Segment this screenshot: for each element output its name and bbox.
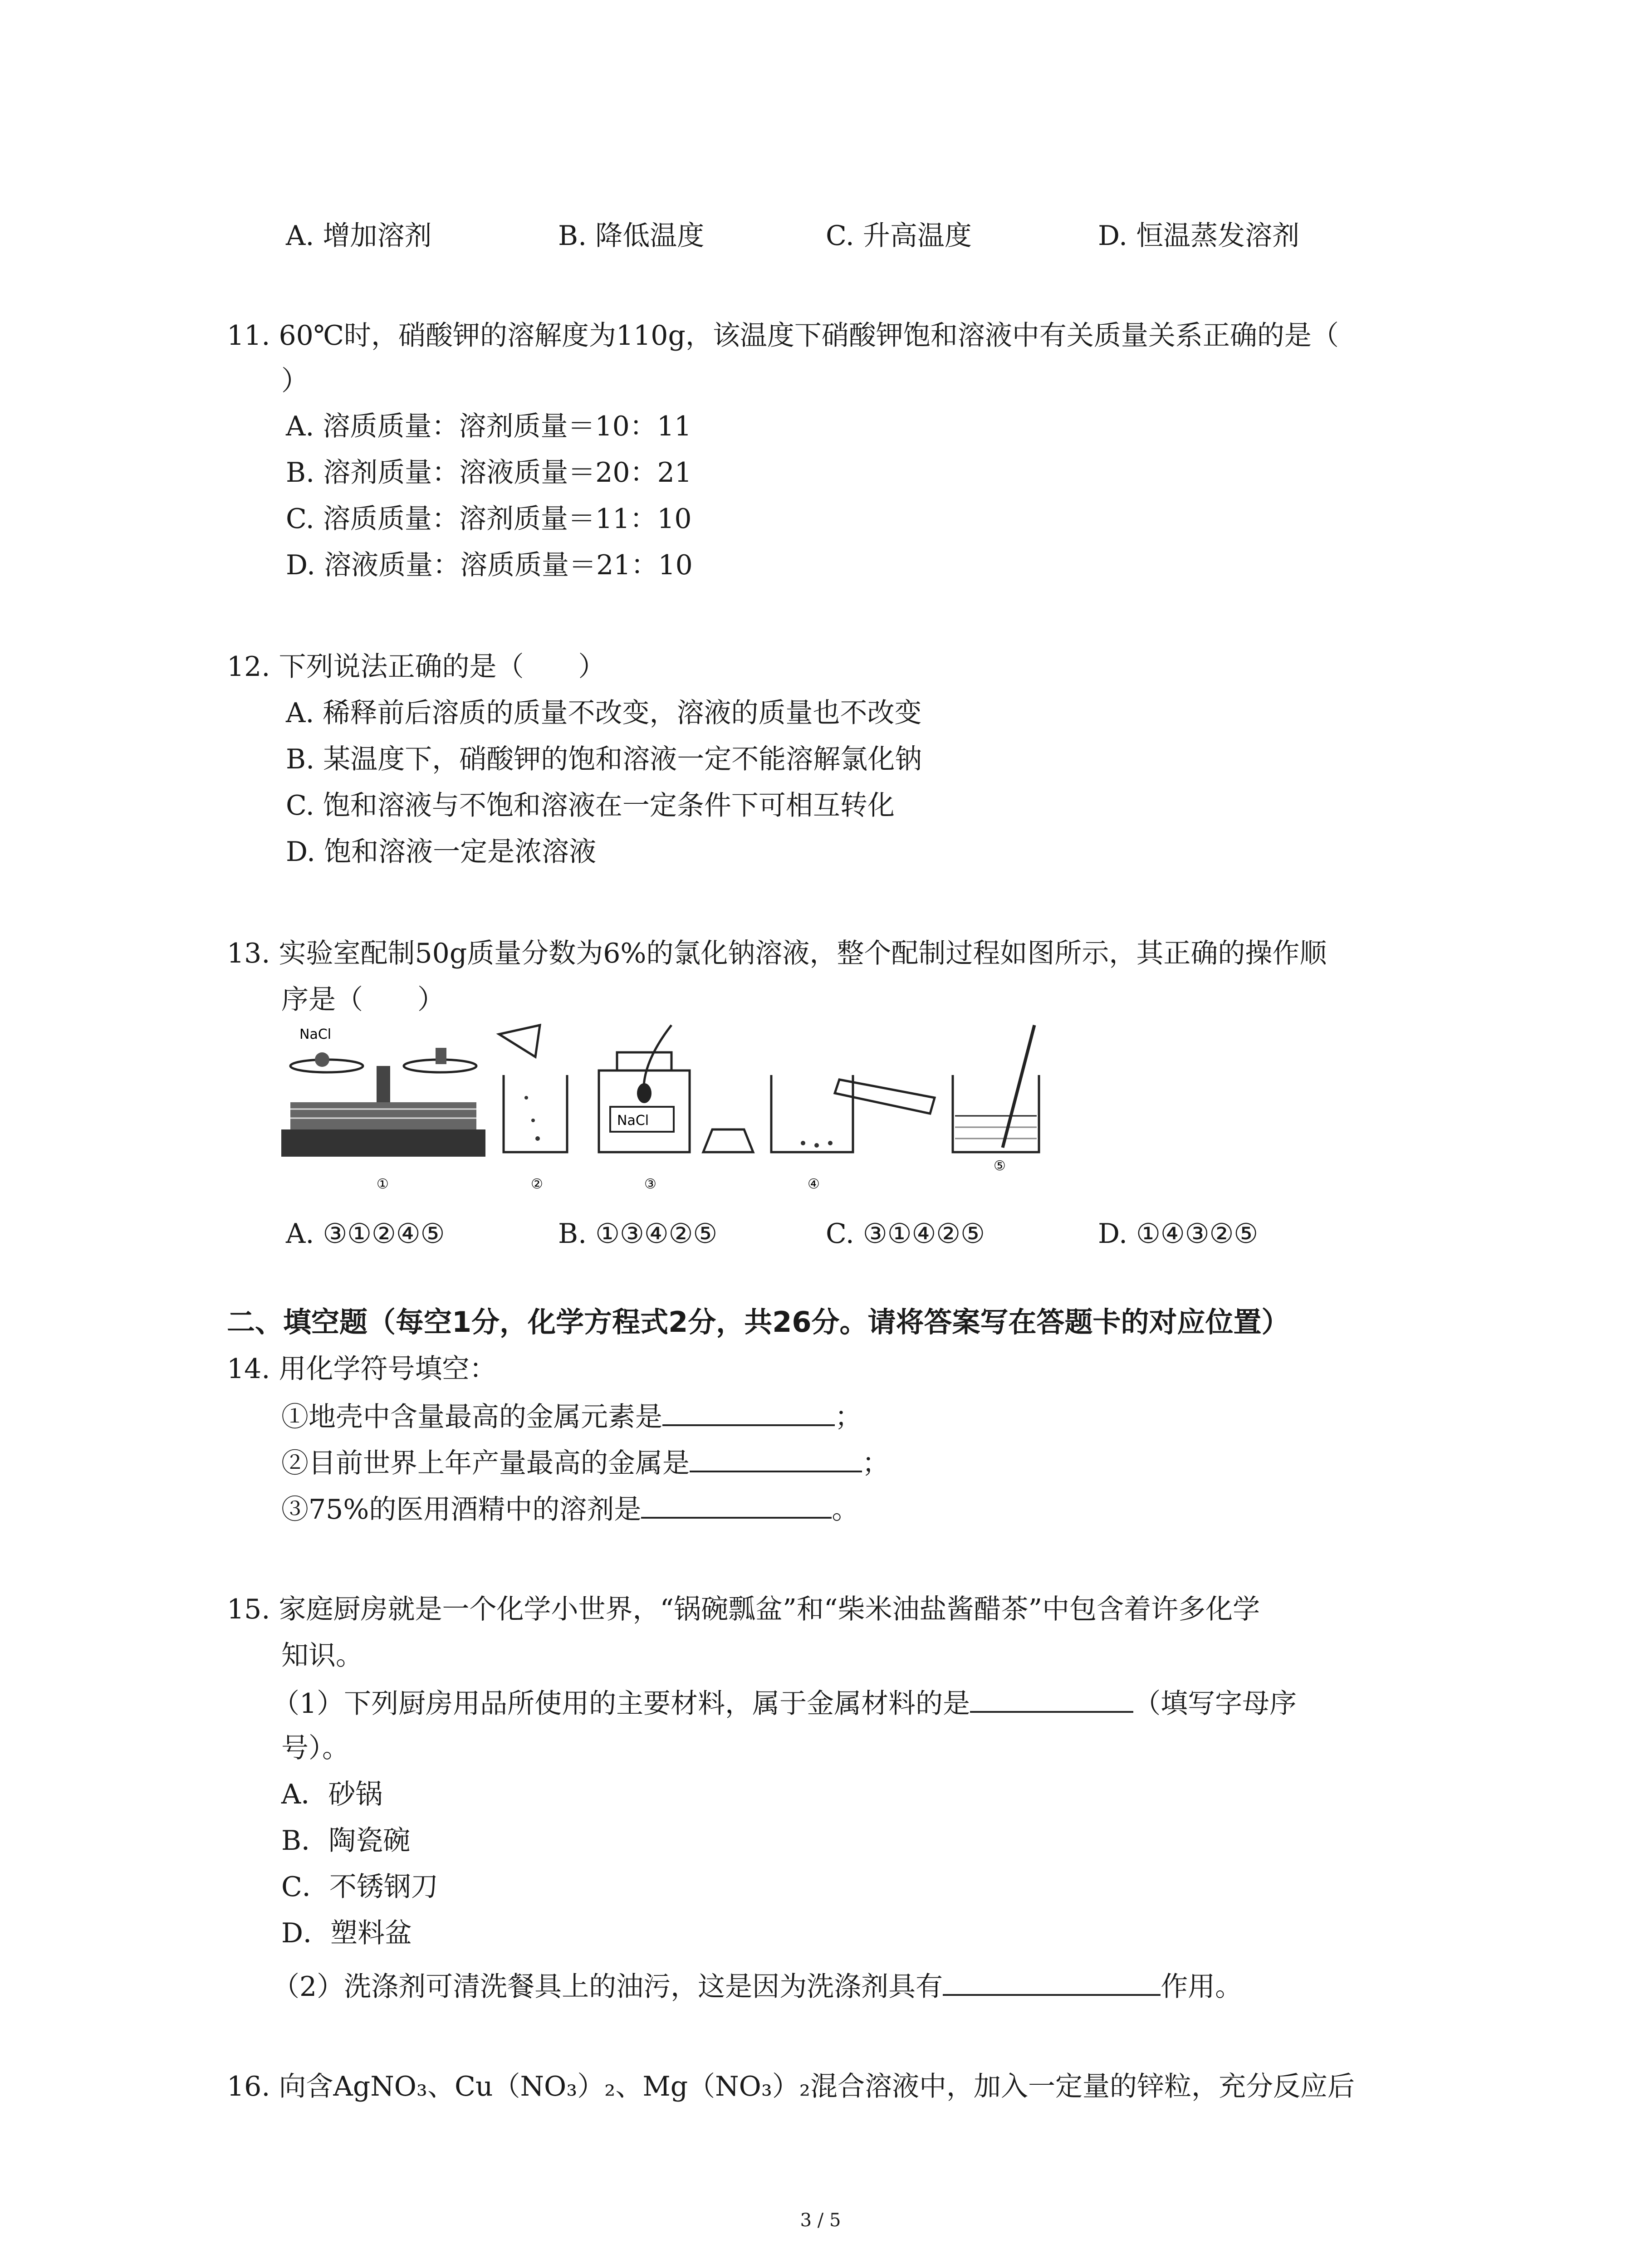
q11-option-a: A. 溶质质量：溶剂质量＝10：11 [286,411,692,442]
q13-option-d: D. ①④③②⑤ [1098,1218,1259,1250]
q11-stem: 11. 60℃时，硝酸钾的溶解度为110g，该温度下硝酸钾饱和溶液中有关质量关系正确的是（ [227,320,1339,352]
q11-option-c: C. 溶质质量：溶剂质量＝11：10 [286,503,692,535]
q13-option-b: B. ①③④②⑤ [558,1218,718,1250]
q11-option-b: B. 溶剂质量：溶液质量＝20：21 [286,457,692,489]
lab-procedure-figure [272,1016,1134,1207]
q15-stem: 15. 家庭厨房就是一个化学小世界，“锅碗瓢盆”和“柴米油盐酱醋茶”中包含着许多化学 [227,1593,1260,1625]
reagent-bottle [599,1025,753,1192]
q15-option-d: D．塑料盆 [281,1917,412,1949]
fig-num-2: ② [531,1176,543,1192]
q10-option-a: A. 增加溶剂 [286,220,432,252]
balance-apparatus [281,1026,485,1192]
q14-stem: 14. 用化学符号填空： [227,1353,497,1385]
q15-option-a: A．砂锅 [281,1779,383,1810]
q14-item-1-end: ； [835,1401,862,1433]
pouring-cylinder-beaker [771,1075,935,1192]
q10-option-c: C. 升高温度 [826,220,972,252]
q10-option-d: D. 恒温蒸发溶剂 [1098,220,1300,252]
q13-option-a: A. ③①②④⑤ [286,1218,445,1250]
nacl-label-bottle: NaCl [617,1113,649,1129]
weighing-paper-beaker [499,1025,567,1192]
q15-part-1-text: （1）下列厨房用品所使用的主要材料，属于金属材料的是 [272,1688,970,1720]
q15-part-1-hint: （填写字母序 [1133,1688,1297,1720]
q15-part-2 [272,1967,1242,2005]
q16-stem: 16. 向含AgNO₃、Cu（NO₃）₂、Mg（NO₃）₂混合溶液中，加入一定量的锌粒，充分反应后 [227,2071,1355,2102]
page-number: 3 / 5 [800,2210,841,2231]
q14-item-1-text: ①地壳中含量最高的金属元素是 [281,1401,662,1433]
answer-blank[interactable] [641,1490,832,1519]
q11-option-d: D. 溶液质量：溶质质量＝21：10 [286,549,693,581]
q14-item-1 [281,1397,862,1435]
q15-part-2-end: 作用。 [1161,1971,1243,2003]
q14-item-3-end: 。 [832,1494,859,1525]
fig-num-5: ⑤ [994,1158,1006,1174]
q14-item-2 [281,1443,889,1481]
fig-num-3: ③ [644,1176,656,1192]
q15-option-b: B．陶瓷碗 [281,1825,411,1857]
answer-blank[interactable] [970,1684,1133,1713]
q12-option-b: B. 某温度下，硝酸钾的饱和溶液一定不能溶解氯化钠 [286,743,922,775]
q12-option-c: C. 饱和溶液与不饱和溶液在一定条件下可相互转化 [286,790,895,821]
q14-item-2-end: ； [862,1447,889,1479]
nacl-label-top: NaCl [299,1026,332,1042]
q15-option-c: C．不锈钢刀 [281,1871,438,1903]
q12-stem: 12. 下列说法正确的是（ ） [227,651,606,683]
q15-stem-cont: 知识。 [281,1640,363,1672]
q15-part-2-text: （2）洗涤剂可清洗餐具上的油污，这是因为洗涤剂具有 [272,1971,943,2003]
fig-num-4: ④ [808,1176,820,1192]
q15-part-1-cont: 号）。 [281,1732,349,1764]
answer-blank[interactable] [662,1397,835,1426]
q10-option-b: B. 降低温度 [558,220,705,252]
q12-option-d: D. 饱和溶液一定是浓溶液 [286,836,597,868]
answer-blank[interactable] [943,1967,1161,1996]
q14-item-3 [281,1490,859,1528]
section-heading: 二、填空题（每空1分，化学方程式2分，共26分。请将答案写在答题卡的对应位置） [227,1305,1290,1339]
answer-blank[interactable] [690,1443,862,1472]
q13-stem-cont: 序是（ ） [281,984,445,1016]
q13-stem: 13. 实验室配制50g质量分数为6%的氯化钠溶液，整个配制过程如图所示，其正确的操作顺 [227,938,1327,969]
q15-part-1 [272,1684,1297,1722]
q13-option-c: C. ③①④②⑤ [826,1218,985,1250]
q14-item-3-text: ③75%的医用酒精中的溶剂是 [281,1494,642,1525]
q12-option-a: A. 稀释前后溶质的质量不改变，溶液的质量也不改变 [286,697,922,729]
stirring-beaker [953,1025,1039,1174]
q14-item-2-text: ②目前世界上年产量最高的金属是 [281,1447,690,1479]
q11-stem-cont: ） [281,365,309,397]
fig-num-1: ① [377,1176,389,1192]
